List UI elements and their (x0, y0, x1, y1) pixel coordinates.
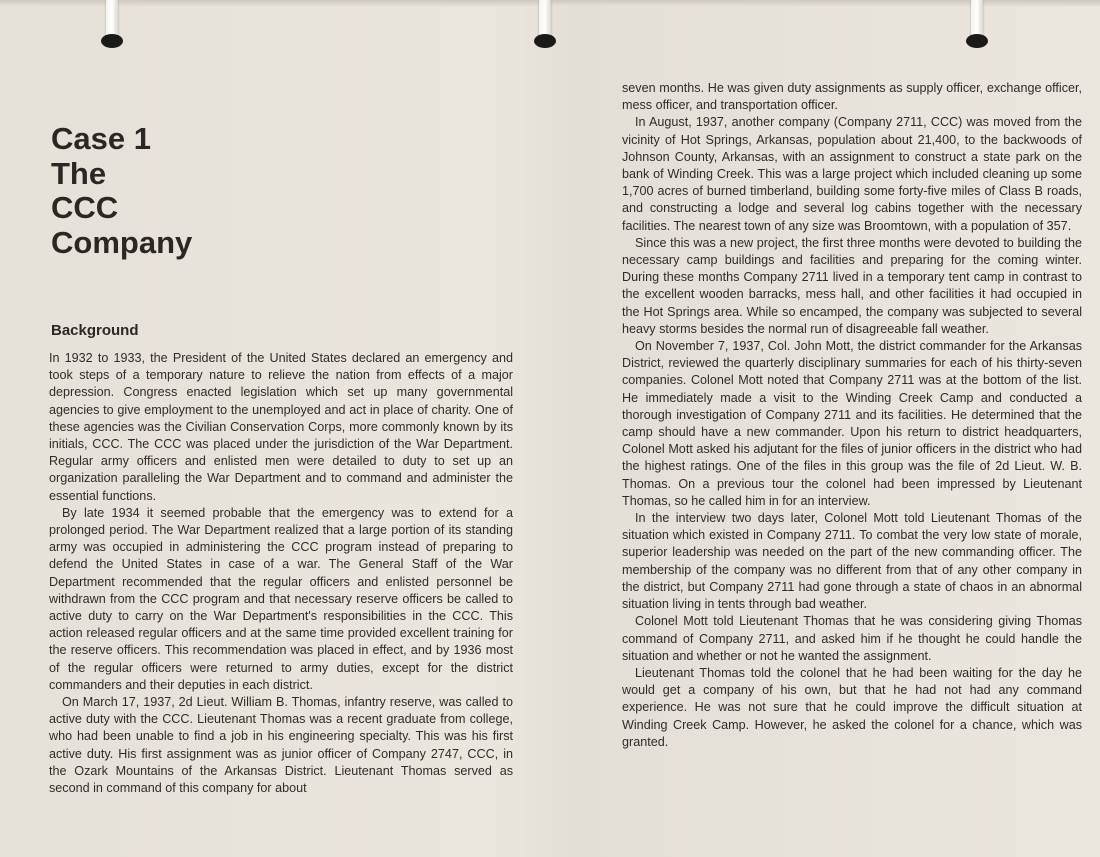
case-title (51, 122, 192, 260)
right-text-column (622, 80, 1082, 751)
paragraph: By late 1934 it seemed probable that the emergency was to extend for a prolonged period. The War Department realized that a large portion of its standing army was occupied in administering the CCC program instead of preparing to defend the United States in case of a war. The General Staff of the War Department recommended that the regular officers and enlisted personnel be withdrawn from the CCC program and that necessary reserve officers be called to active duty to carry on the War Department's responsibilities in the CCC. This action released regular officers and at the same time provided excellent training for the reserve officers. This recommendation was placed in effect, and by 1936 most of the regular officers were returned to army duties, except for the district commanders and their deputies in each district. (49, 505, 513, 692)
section-heading: Background (51, 322, 139, 339)
binder-ring (966, 0, 988, 48)
case-title-line: The (51, 155, 107, 191)
case-title-line: Company (51, 224, 193, 260)
paragraph: Since this was a new project, the first three months were devoted to building the necessary camp buildings and facilities and preparing for the coming winter. During these months Company 2711 lived in a temporary tent camp in contrast to the excellent wooden barracks, mess hall, and other facilities it had occupied in the Hot Springs area. While so encamped, the company was subjected to several heavy storms besides the normal run of disagreeable fall weather. (622, 235, 1082, 336)
paragraph: Lieutenant Thomas told the colonel that he had been waiting for the day he would get a company of his own, but that he had not had any command experience. He was not sure that he could improve the difficult situation at Winding Creek Camp. However, he asked the colonel for a chance, which was granted. (622, 665, 1082, 749)
paragraph: On March 17, 1937, 2d Lieut. William B. Thomas, infantry reserve, was called to active duty with the CCC. Lieutenant Thomas was a recent graduate from college, who had been unable to find a job in his engineering specialty. This was his first active duty. His first assignment was as junior officer of Company 2747, CCC, in the Ozark Mountains of the Arkansas District. Lieutenant Thomas served as second in command of this company for about (49, 695, 513, 796)
paragraph: In the interview two days later, Colonel Mott told Lieutenant Thomas of the situation which existed in Company 2711. To combat the very low state of morale, superior leadership was needed on the part of the new commanding officer. The membership of the company was no different from that of any other company in the district, but Company 2711 had gone through a state of chaos in an abnormal situation living in tents through bad weather. (622, 511, 1082, 612)
left-text-column (49, 350, 513, 797)
binder-ring (101, 0, 123, 48)
paragraph: On November 7, 1937, Col. John Mott, the district commander for the Arkansas District, reviewed the quarterly disciplinary summaries for each of his thirty-seven companies. Colonel Mott noted that Company 2711 was at the bottom of the list. He immediately made a visit to the Winding Creek Camp and conducted a thorough investigation of Company 2711 and its facilities. He determined that the camp should have a new commander. Upon his return to district headquarters, Colonel Mott asked his adjutant for the files of junior officers in the district who had the highest ratings. One of the files in this group was the file of 2d Lieut. W. B. Thomas. On a previous tour the colonel had been impressed by Lieutenant Thomas, so he called him in for an interview. (622, 339, 1082, 508)
paragraph: Colonel Mott told Lieutenant Thomas that he was considering giving Thomas command of Company 2711, and asked him if he thought he could handle the situation and whether or not he wanted the assignment. (622, 614, 1082, 663)
paragraph: In August, 1937, another company (Company 2711, CCC) was moved from the vicinity of Hot Springs, Arkansas, population about 21,400, to the backwoods of Johnson County, Arkansas, with an assignment to construct a state park on the bank of Winding Creek. This was a large project which included cleaning up some 1,700 acres of burned timberland, building some forty-five miles of Class B roads, and constructing a lodge and several log cabins together with the necessary facilities. The nearest town of any size was Broomtown, with a population of 357. (622, 115, 1082, 233)
paragraph: seven months. He was given duty assignments as supply officer, exchange officer, mess officer, and transportation officer. (622, 81, 1082, 113)
paragraph: In 1932 to 1933, the President of the United States declared an emergency and took steps of a temporary nature to relieve the nation from effects of a major depression. Congress enacted legislation which set up many governmental agencies to give employment to the unemployed and act in place of charity. One of these agencies was the Civilian Conservation Corps, more commonly known by its initials, CCC. The CCC was placed under the jurisdiction of the War Department. Regular army officers and enlisted men were detailed to duty to set up an organization paralleling the War Department and to command and administer the essential functions. (49, 351, 513, 503)
binder-ring (534, 0, 556, 48)
case-title-line: CCC (51, 190, 119, 225)
case-title-line: Case 1 (51, 121, 151, 156)
